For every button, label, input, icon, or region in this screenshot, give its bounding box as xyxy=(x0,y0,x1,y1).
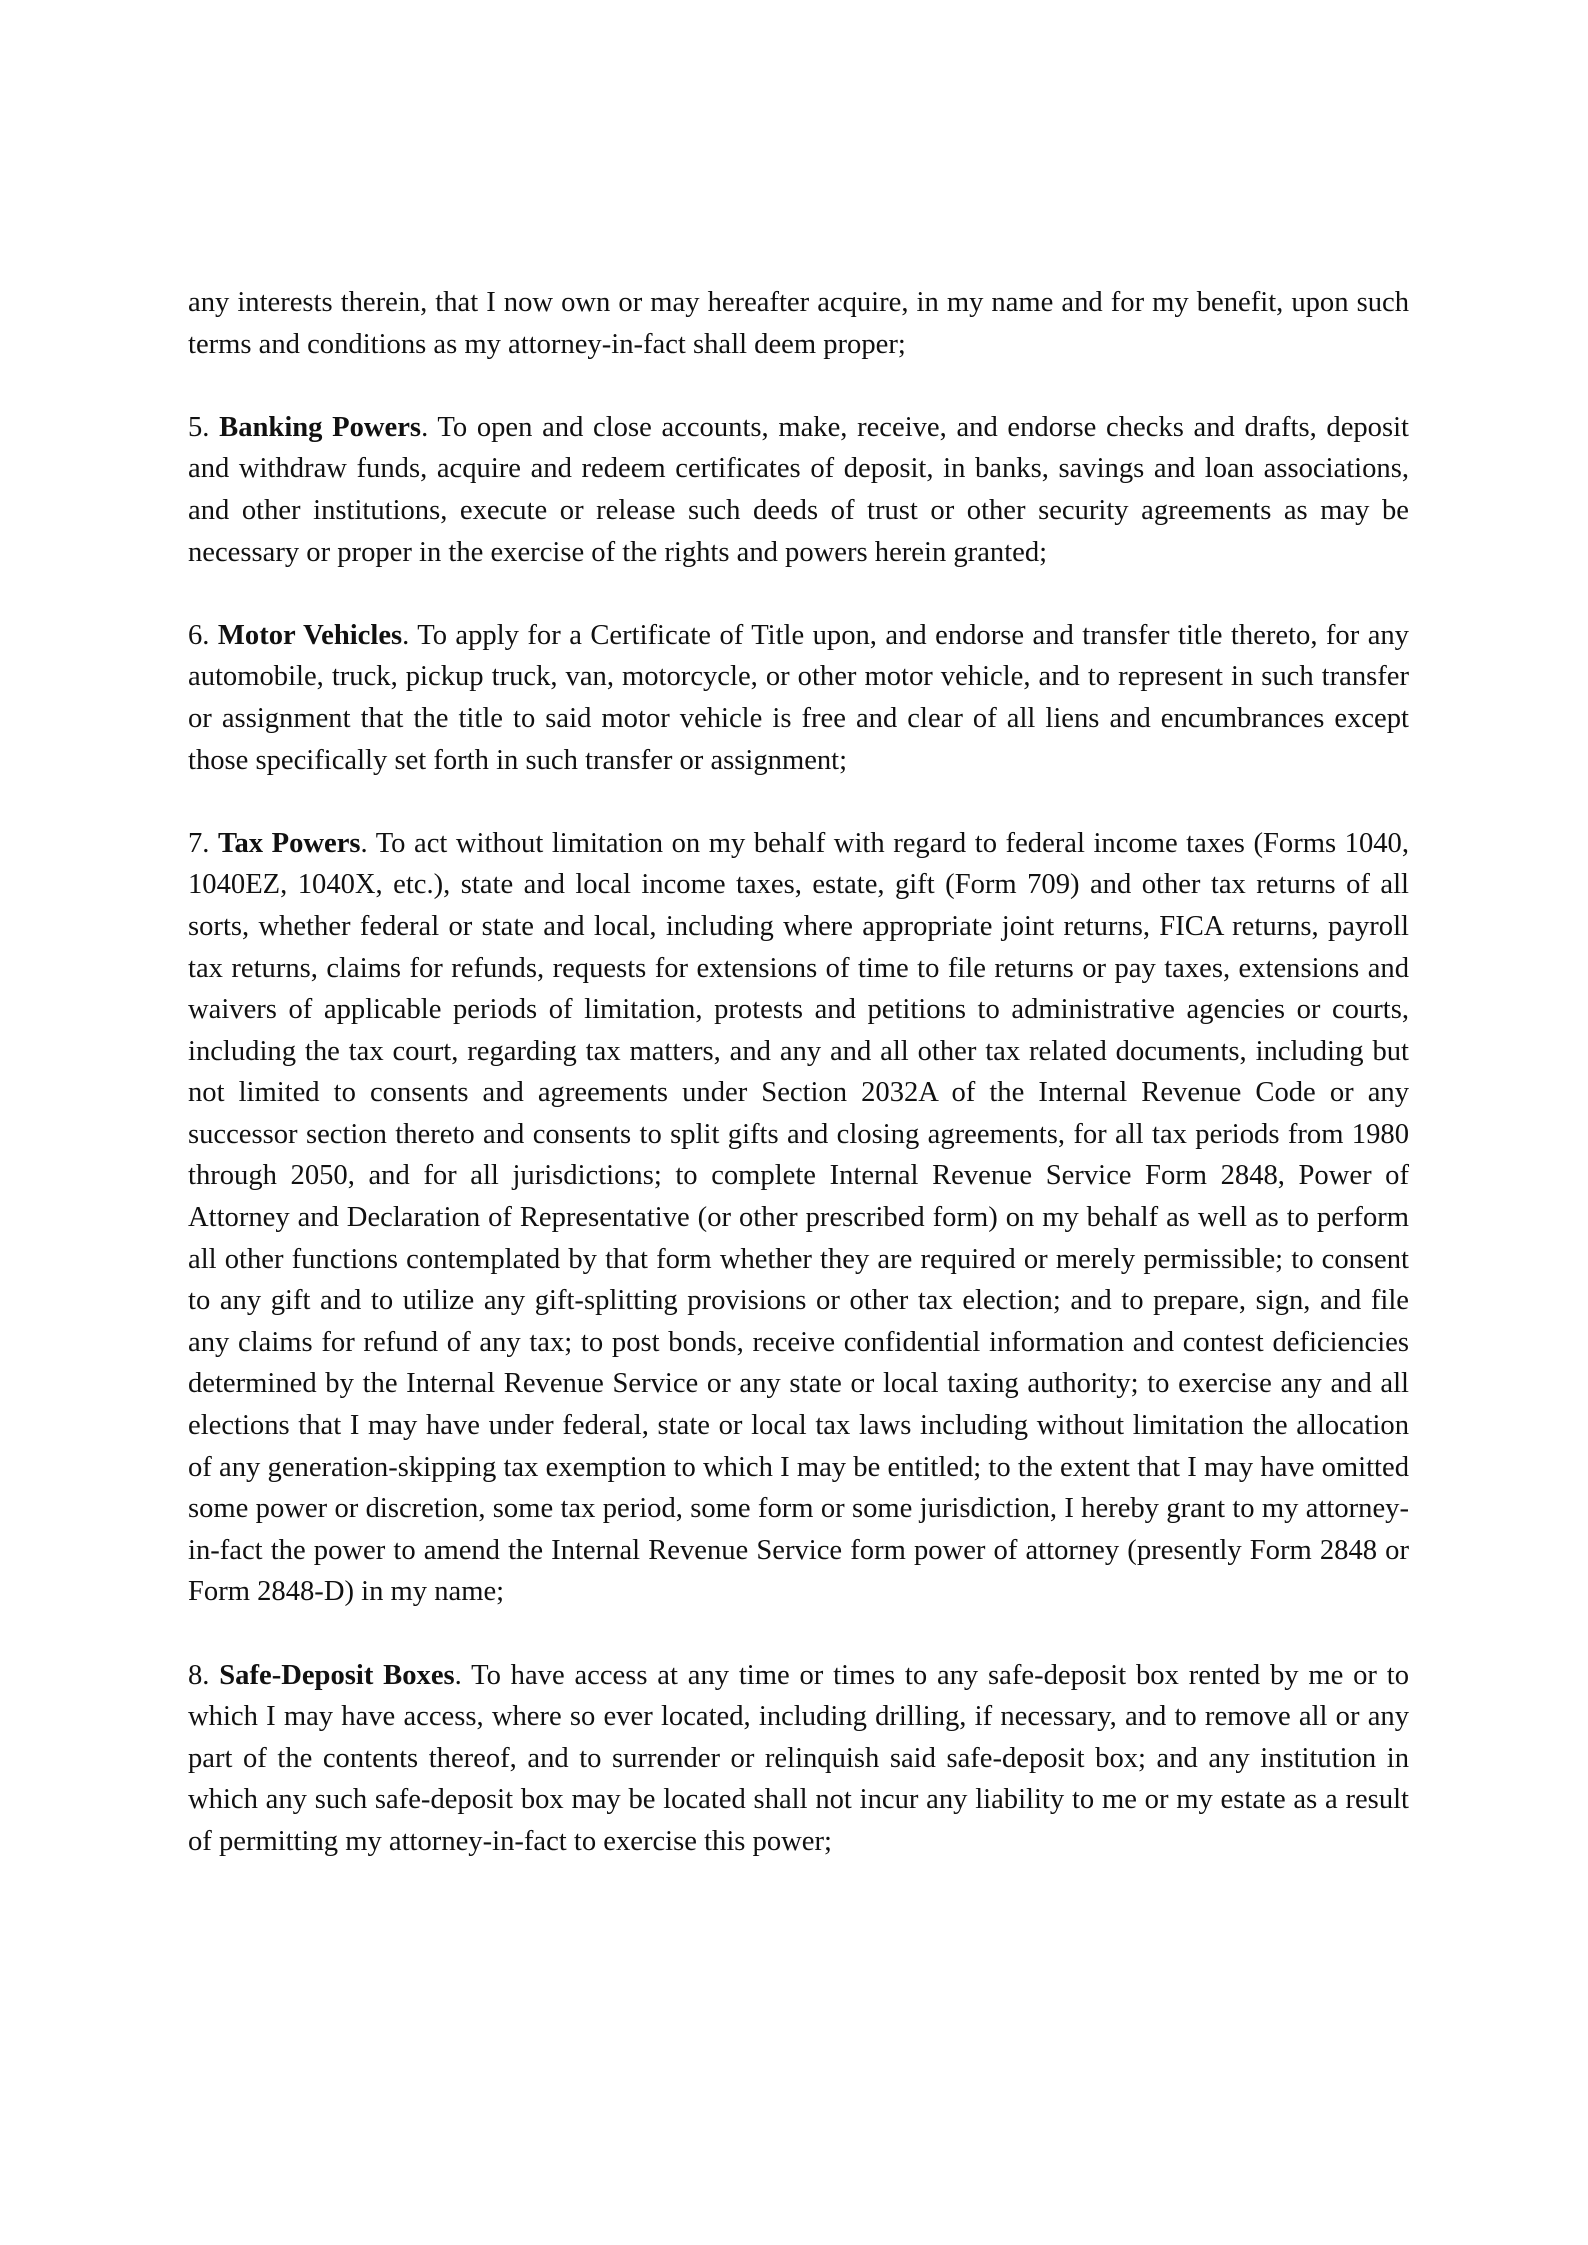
section-heading: Banking Powers xyxy=(219,411,422,443)
section-text: . To open and close accounts, make, receive, and endorse checks and drafts, deposit and withdraw funds, acquire and redeem certificates of deposit, in banks, savings and loan associations, and other institutions, execute or release such deeds of trust or other security agreements as may be necessary or proper in the exercise of the rights and powers herein granted; xyxy=(188,411,1409,568)
section-heading: Tax Powers xyxy=(218,827,361,859)
section-heading: Motor Vehicles xyxy=(217,619,403,651)
section-number: 7. xyxy=(188,827,210,859)
section-safe-deposit-boxes xyxy=(188,1655,1409,1863)
section-number: 6. xyxy=(188,619,210,651)
section-text: . To have access at any time or times to any safe-deposit box rented by me or to which I may have access, where so ever located, including drilling, if necessary, and to remove all or any part of the contents thereof, and to surrender or relinquish said safe-deposit box; and any institution in which any such safe-deposit box may be located shall not incur any liability to me or my estate as a result of permitting my attorney-in-fact to exercise this power; xyxy=(188,1659,1410,1857)
section-number: 5. xyxy=(188,411,210,443)
section-motor-vehicles xyxy=(188,615,1409,781)
section-tax-powers xyxy=(188,823,1409,1613)
section-text: . To apply for a Certificate of Title upon, and endorse and transfer title thereto, for any automobile, truck, pickup truck, van, motorcycle, or other motor vehicle, and to represent in such transfer or assignment that the title to said motor vehicle is free and clear of all liens and encumbrances except those specifically set forth in such transfer or assignment; xyxy=(188,619,1409,776)
continuation-paragraph: any interests therein, that I now own or may hereafter acquire, in my name and for my benefit, upon such terms and conditions as my attorney-in-fact shall deem proper; xyxy=(188,287,1409,360)
document-page xyxy=(188,282,1409,1904)
section-heading: Safe-Deposit Boxes xyxy=(219,1659,455,1691)
section-number: 8. xyxy=(188,1659,210,1691)
section-text: . To act without limitation on my behalf with regard to federal income taxes (Forms 1040, 1040EZ, 1040X, etc.), state and local income taxes, estate, gift (Form 709) and other tax returns of all sorts, whether federal or state and local, including where appropriate joint returns, FICA returns, payroll tax returns, claims for refunds, requests for extensions of time to file returns or pay taxes, extensions and waivers of applicable periods of limitation, protests and petitions to administrative agencies or courts, including the tax court, regarding tax matters, and any and all other tax related documents, including but not limited to consents and agreements under Section 2032A of the Internal Revenue Code or any successor section thereto and consents to split gifts and closing agreements, for all tax periods from 1980 through 2050, and for all jurisdictions; to complete Internal Revenue Service Form 2848, Power of Attorney and Declaration of Representative (or other prescribed form) on my behalf as well as to perform all other functions contemplated by that form whether they are required or merely permissible; to consent to any gift and to utilize any gift-splitting provisions or other tax election; and to prepare, sign, and file any claims for refund of any tax; to post bonds, receive confidential information and contest deficiencies determined by the Internal Revenue Service or any state or local taxing authority; to exercise any and all elections that I may have under federal, state or local tax laws including without limitation the allocation of any generation-skipping tax exemption to which I may be entitled; to the extent that I may have omitted some power or discretion, some tax period, some form or some jurisdiction, I hereby grant to my attorney-in-fact the power to amend the Internal Revenue Service form power of attorney (presently Form 2848 or Form 2848-D) in my name; xyxy=(188,827,1409,1608)
section-banking-powers xyxy=(188,407,1409,573)
